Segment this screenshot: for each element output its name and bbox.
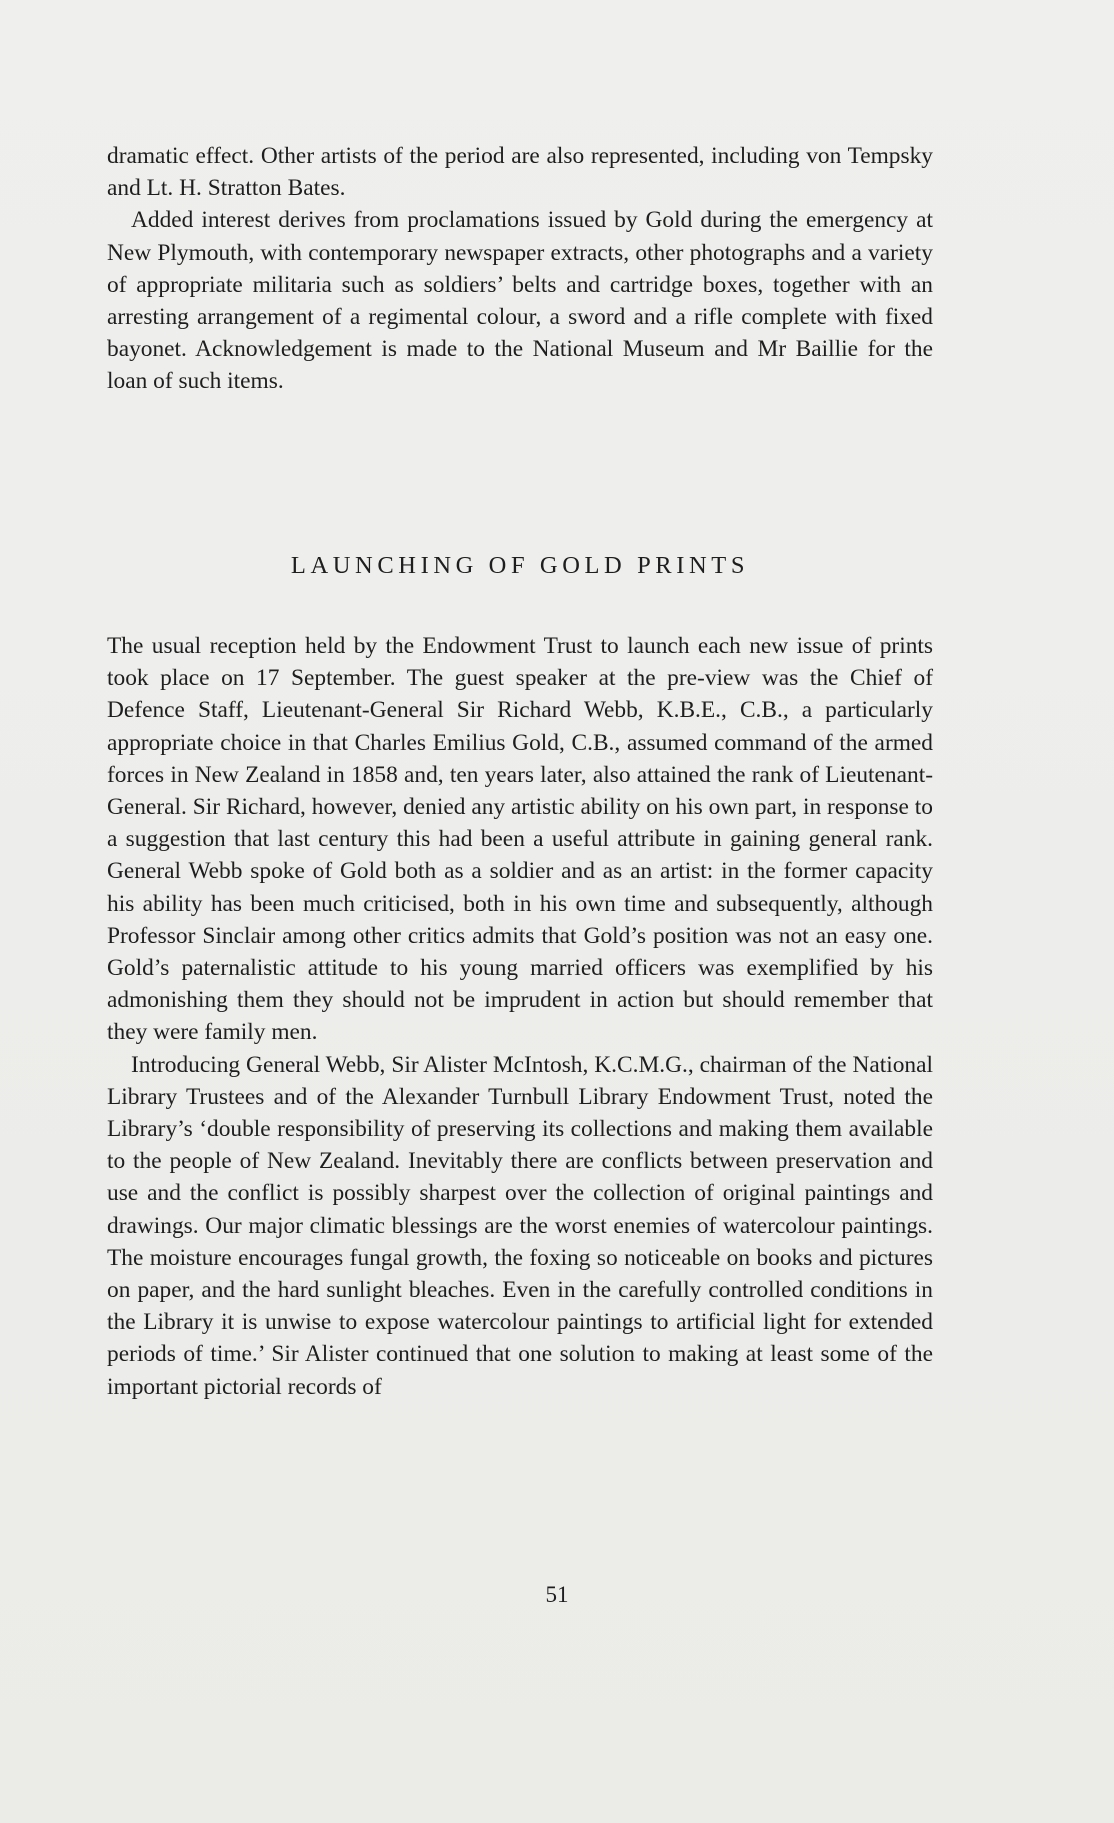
section-heading: LAUNCHING OF GOLD PRINTS (290, 552, 750, 579)
introducing-paragraph: Introducing General Webb, Sir Alister McIntosh, K.C.M.G., chairman of the National Library Trustees and of the Alexander Turnbull Library Endowment Trust, noted the Library’s ‘double responsibility of preserving its collections and making them available to the people of New Zealand. Inevitably there are conflicts between preservation and use and the conflict is possibly sharpest over the collection of original paintings and drawings. Our major climatic blessings are the worst enemies of watercolour paintings. The moisture encourages fungal growth, the foxing so noticeable on books and pictures on paper, and the hard sunlight bleaches. Even in the carefully controlled conditions in the Library it is unwise to expose watercolour paintings to artificial light for extended periods of time.’ Sir Alister continued that one solution to making at least some of the important pictorial records of (107, 1051, 933, 1400)
main-text-block (107, 630, 933, 1403)
page-number: 51 (545, 1582, 569, 1607)
continuation-paragraph: dramatic effect. Other artists of the period are also represented, including von Tempsky and Lt. H. Stratton Bates. (107, 143, 933, 202)
top-text-block (107, 140, 933, 398)
militaria-paragraph: Added interest derives from proclamations issued by Gold during the emergency at New Plymouth, with contemporary newspaper extracts, other photographs and a variety of appropriate militaria such as soldiers’ belts and cartridge boxes, together with an arresting arrangement of a regimental colour, a sword and a rifle complete with fixed bayonet. Acknowledgement is made to the National Museum and Mr Baillie for the loan of such items. (107, 207, 933, 395)
reception-paragraph: The usual reception held by the Endowment Trust to launch each new issue of prints took place on 17 September. The guest speaker at the pre-view was the Chief of Defence Staff, Lieutenant-General Sir Richard Webb, K.B.E., C.B., a particularly appropriate choice in that Charles Emilius Gold, C.B., assumed command of the armed forces in New Zealand in 1858 and, ten years later, also attained the rank of Lieutenant-General. Sir Richard, however, denied any artistic ability on his own part, in response to a suggestion that last century this had been a useful attribute in gaining general rank. General Webb spoke of Gold both as a soldier and as an artist: in the former capacity his ability has been much criticised, both in his own time and subsequently, although Professor Sinclair among other critics admits that Gold’s position was not an easy one. Gold’s paternalistic attitude to his young married officers was exemplified by his admonishing them they should not be imprudent in action but should remember that they were family men. (107, 633, 933, 1046)
